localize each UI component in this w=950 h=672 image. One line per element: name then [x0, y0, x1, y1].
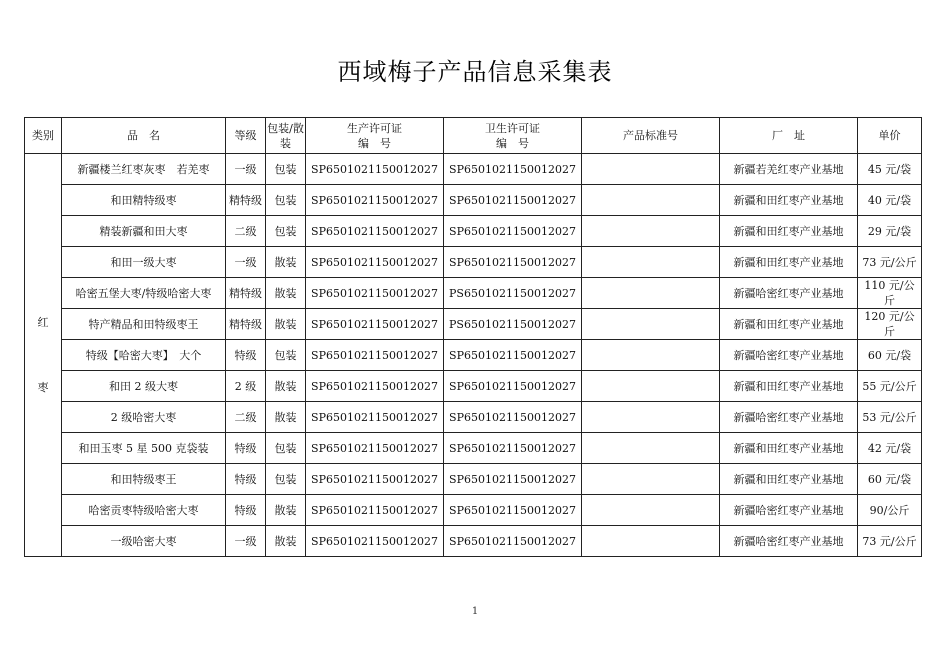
factory-cell: 新疆哈密红枣产业基地: [720, 495, 858, 526]
price-cell: 110 元/公斤: [858, 278, 922, 309]
production-license-cell: SP6501021150012027: [306, 371, 444, 402]
factory-cell: 新疆和田红枣产业基地: [720, 464, 858, 495]
price-cell: 73 元/公斤: [858, 526, 922, 557]
pack-cell: 包装: [266, 464, 306, 495]
production-license-cell: SP6501021150012027: [306, 154, 444, 185]
grade-cell: 一级: [226, 247, 266, 278]
price-cell: 53 元/公斤: [858, 402, 922, 433]
page-title: 西域梅子产品信息采集表: [337, 58, 613, 86]
factory-cell: 新疆哈密红枣产业基地: [720, 278, 858, 309]
product-name-cell: 哈密五堡大枣/特级哈密大枣: [62, 278, 226, 309]
factory-cell: 新疆和田红枣产业基地: [720, 247, 858, 278]
pack-cell: 散装: [266, 371, 306, 402]
product-name-cell: 和田一级大枣: [62, 247, 226, 278]
product-name-cell: 精装新疆和田大枣: [62, 216, 226, 247]
grade-cell: 2 级: [226, 371, 266, 402]
product-name-cell: 特产精品和田特级枣王: [62, 309, 226, 340]
health-license-cell: SP6501021150012027: [444, 402, 582, 433]
product-name-cell: 2 级哈密大枣: [62, 402, 226, 433]
production-license-cell: SP6501021150012027: [306, 402, 444, 433]
table-row: [25, 464, 922, 495]
factory-cell: 新疆若羌红枣产业基地: [720, 154, 858, 185]
header-name: 品 名: [62, 118, 226, 154]
health-license-cell: SP6501021150012027: [444, 495, 582, 526]
product-name-cell: 特级【哈密大枣】 大个: [62, 340, 226, 371]
product-name-cell: 新疆楼兰红枣灰枣 若羌枣: [62, 154, 226, 185]
pack-cell: 包装: [266, 216, 306, 247]
table-row: [25, 185, 922, 216]
standard-cell: [582, 154, 720, 185]
health-license-cell: SP6501021150012027: [444, 526, 582, 557]
product-info-table: [24, 117, 922, 557]
health-license-cell: SP6501021150012027: [444, 185, 582, 216]
table-row: [25, 433, 922, 464]
production-license-cell: SP6501021150012027: [306, 340, 444, 371]
standard-cell: [582, 464, 720, 495]
product-name-cell: 一级哈密大枣: [62, 526, 226, 557]
production-license-cell: SP6501021150012027: [306, 495, 444, 526]
factory-cell: 新疆和田红枣产业基地: [720, 371, 858, 402]
pack-cell: 散装: [266, 402, 306, 433]
price-cell: 73 元/公斤: [858, 247, 922, 278]
production-license-cell: SP6501021150012027: [306, 526, 444, 557]
category-char: 红: [37, 316, 49, 329]
production-license-cell: SP6501021150012027: [306, 433, 444, 464]
table-row: [25, 309, 922, 340]
health-license-cell: SP6501021150012027: [444, 340, 582, 371]
standard-cell: [582, 216, 720, 247]
pack-cell: 散装: [266, 278, 306, 309]
health-license-cell: SP6501021150012027: [444, 371, 582, 402]
factory-cell: 新疆和田红枣产业基地: [720, 433, 858, 464]
price-cell: 60 元/袋: [858, 464, 922, 495]
grade-cell: 精特级: [226, 278, 266, 309]
header-pack: 包装/散装: [266, 118, 306, 154]
factory-cell: 新疆哈密红枣产业基地: [720, 402, 858, 433]
health-license-cell: SP6501021150012027: [444, 247, 582, 278]
header-price: 单价: [858, 118, 922, 154]
product-name-cell: 哈密贡枣特级哈密大枣: [62, 495, 226, 526]
health-license-cell: SP6501021150012027: [444, 433, 582, 464]
grade-cell: 特级: [226, 464, 266, 495]
table-row: [25, 340, 922, 371]
health-license-cell: PS6501021150012027: [444, 309, 582, 340]
factory-cell: 新疆哈密红枣产业基地: [720, 526, 858, 557]
product-name-cell: 和田 2 级大枣: [62, 371, 226, 402]
standard-cell: [582, 247, 720, 278]
price-cell: 29 元/袋: [858, 216, 922, 247]
price-cell: 120 元/公斤: [858, 309, 922, 340]
category-char: 枣: [37, 381, 49, 394]
table-row: [25, 278, 922, 309]
grade-cell: 精特级: [226, 309, 266, 340]
production-license-cell: SP6501021150012027: [306, 464, 444, 495]
pack-cell: 包装: [266, 185, 306, 216]
pack-cell: 散装: [266, 495, 306, 526]
header-category: 类别: [25, 118, 62, 154]
production-license-cell: SP6501021150012027: [306, 278, 444, 309]
table-row: [25, 371, 922, 402]
table-row: [25, 526, 922, 557]
pack-cell: 包装: [266, 433, 306, 464]
standard-cell: [582, 309, 720, 340]
price-cell: 40 元/袋: [858, 185, 922, 216]
header-grade: 等级: [226, 118, 266, 154]
factory-cell: 新疆和田红枣产业基地: [720, 216, 858, 247]
health-license-cell: SP6501021150012027: [444, 464, 582, 495]
production-license-cell: SP6501021150012027: [306, 309, 444, 340]
grade-cell: 特级: [226, 340, 266, 371]
production-license-cell: SP6501021150012027: [306, 247, 444, 278]
standard-cell: [582, 433, 720, 464]
health-license-cell: SP6501021150012027: [444, 154, 582, 185]
standard-cell: [582, 185, 720, 216]
grade-cell: 二级: [226, 402, 266, 433]
pack-cell: 散装: [266, 526, 306, 557]
grade-cell: 二级: [226, 216, 266, 247]
table-row: [25, 216, 922, 247]
price-cell: 60 元/袋: [858, 340, 922, 371]
page-number: 1: [471, 606, 479, 617]
grade-cell: 一级: [226, 526, 266, 557]
table-row: [25, 402, 922, 433]
pack-cell: 包装: [266, 154, 306, 185]
table-row: [25, 154, 922, 185]
price-cell: 90/公斤: [858, 495, 922, 526]
factory-cell: 新疆和田红枣产业基地: [720, 185, 858, 216]
header-production-license: 生产许可证 编 号: [306, 118, 444, 154]
standard-cell: [582, 371, 720, 402]
product-name-cell: 和田特级枣王: [62, 464, 226, 495]
grade-cell: 特级: [226, 495, 266, 526]
pack-cell: 散装: [266, 247, 306, 278]
table-row: [25, 247, 922, 278]
table-row: [25, 495, 922, 526]
standard-cell: [582, 526, 720, 557]
grade-cell: 一级: [226, 154, 266, 185]
production-license-cell: SP6501021150012027: [306, 216, 444, 247]
category-cell: [25, 154, 62, 557]
standard-cell: [582, 278, 720, 309]
price-cell: 42 元/袋: [858, 433, 922, 464]
table-header-row: [25, 118, 922, 154]
factory-cell: 新疆和田红枣产业基地: [720, 309, 858, 340]
header-health-license: 卫生许可证 编 号: [444, 118, 582, 154]
pack-cell: 包装: [266, 340, 306, 371]
header-factory: 厂 址: [720, 118, 858, 154]
factory-cell: 新疆哈密红枣产业基地: [720, 340, 858, 371]
price-cell: 55 元/公斤: [858, 371, 922, 402]
standard-cell: [582, 340, 720, 371]
product-name-cell: 和田精特级枣: [62, 185, 226, 216]
pack-cell: 散装: [266, 309, 306, 340]
grade-cell: 特级: [226, 433, 266, 464]
production-license-cell: SP6501021150012027: [306, 185, 444, 216]
header-standard: 产品标准号: [582, 118, 720, 154]
grade-cell: 精特级: [226, 185, 266, 216]
health-license-cell: SP6501021150012027: [444, 216, 582, 247]
standard-cell: [582, 495, 720, 526]
product-name-cell: 和田玉枣 5 星 500 克袋装: [62, 433, 226, 464]
health-license-cell: PS6501021150012027: [444, 278, 582, 309]
standard-cell: [582, 402, 720, 433]
price-cell: 45 元/袋: [858, 154, 922, 185]
